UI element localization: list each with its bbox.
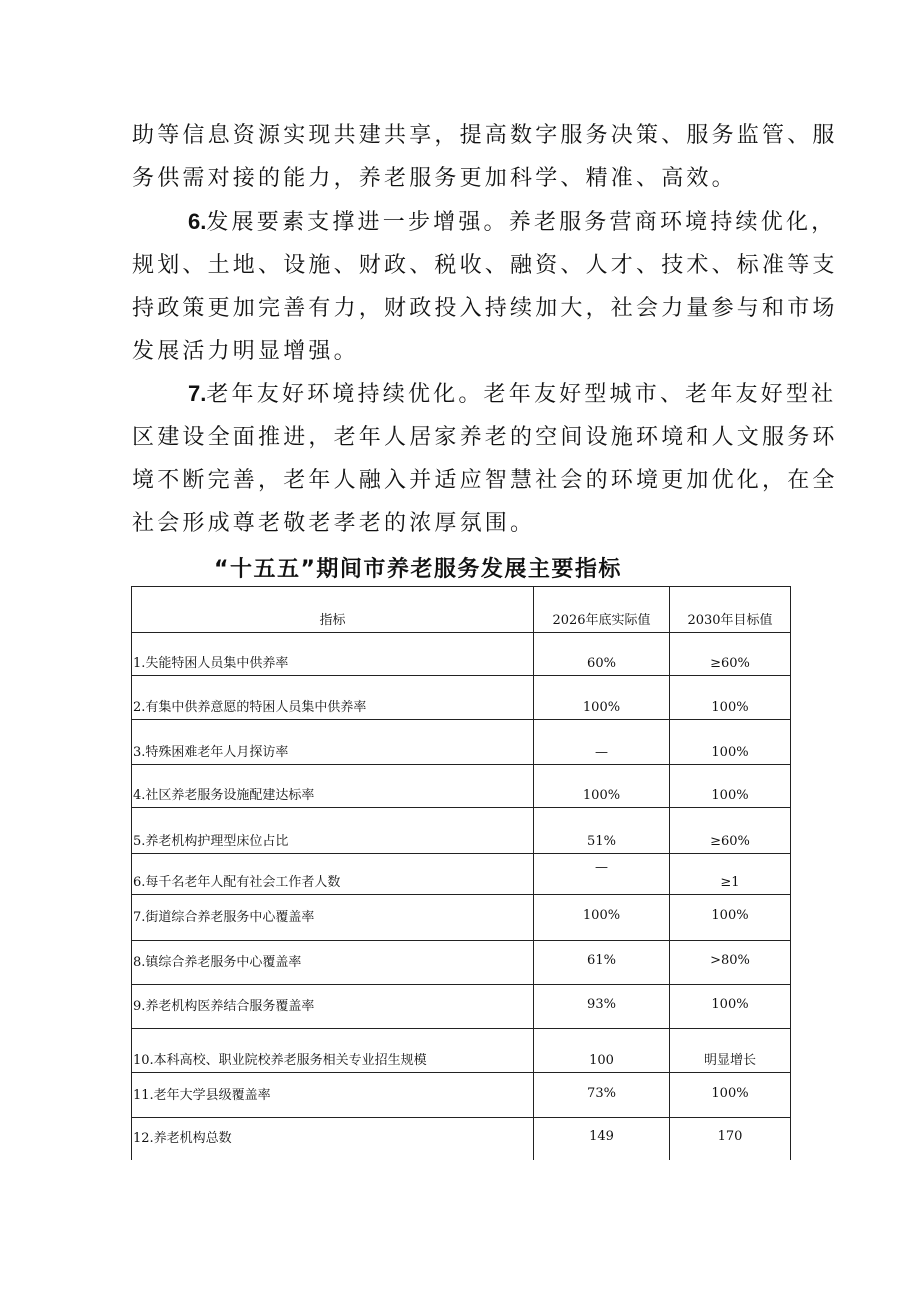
table-row <box>132 1029 791 1073</box>
text-line: 社会形成尊老敬老孝老的浓厚氛围。 <box>132 511 536 536</box>
table-row <box>132 895 791 941</box>
indicator-cell: 12.养老机构总数 <box>132 1118 534 1160</box>
actual-cell: 60% <box>534 633 670 676</box>
table-row <box>132 1118 791 1160</box>
indicator-cell: 10.本科高校、职业院校养老服务相关专业招生规模 <box>132 1029 534 1073</box>
text-line: 助等信息资源实现共建共享，提高数字服务决策、服务监管、服 <box>132 123 838 148</box>
indicator-cell: 4.社区养老服务设施配建达标率 <box>132 765 534 808</box>
target-cell: 100% <box>670 985 791 1029</box>
indicator-cell: 7.街道综合养老服务中心覆盖率 <box>132 895 534 941</box>
text-line: 区建设全面推进，老年人居家养老的空间设施环境和人文服务环 <box>132 425 838 450</box>
actual-cell: 149 <box>534 1118 670 1160</box>
table-row <box>132 676 791 720</box>
table-title: “十五五”期间市养老服务发展主要指标 <box>214 557 622 582</box>
paragraph-development-factors <box>132 200 838 373</box>
paragraph-digital-services <box>132 114 838 200</box>
indicator-cell: 5.养老机构护理型床位占比 <box>132 808 534 854</box>
text-line: 规划、土地、设施、财政、税收、融资、人才、技术、标准等支 <box>132 253 838 278</box>
indicator-cell: 6.每千名老年人配有社会工作者人数 <box>132 854 534 895</box>
item-number: 7. <box>188 381 207 406</box>
target-cell: >80% <box>670 941 791 985</box>
actual-cell: 93% <box>534 985 670 1029</box>
item-number: 6. <box>188 209 207 234</box>
table-row <box>132 854 791 895</box>
target-cell: 170 <box>670 1118 791 1160</box>
actual-cell: — <box>534 720 670 765</box>
text-line: 境不断完善，老年人融入并适应智慧社会的环境更加优化，在全 <box>132 468 838 493</box>
actual-cell: 100 <box>534 1029 670 1073</box>
header-actual-2026: 2026年底实际值 <box>534 587 670 633</box>
text-line: 老年友好环境持续优化。老年友好型城市、老年友好型社 <box>206 382 837 407</box>
target-cell: 100% <box>670 676 791 720</box>
table-row <box>132 941 791 985</box>
table-row <box>132 633 791 676</box>
actual-cell: 100% <box>534 765 670 808</box>
actual-cell: 51% <box>534 808 670 854</box>
actual-cell: — <box>534 854 670 895</box>
header-target-2030: 2030年目标值 <box>670 587 791 633</box>
table-row <box>132 985 791 1029</box>
target-cell: ≥60% <box>670 808 791 854</box>
text-line: 发展活力明显增强。 <box>132 339 359 364</box>
indicator-cell: 8.镇综合养老服务中心覆盖率 <box>132 941 534 985</box>
actual-cell: 61% <box>534 941 670 985</box>
table-row <box>132 765 791 808</box>
table-row <box>132 1073 791 1118</box>
table-header-row <box>132 587 791 633</box>
indicator-cell: 9.养老机构医养结合服务覆盖率 <box>132 985 534 1029</box>
target-cell: 100% <box>670 765 791 808</box>
target-cell: ≥1 <box>670 854 791 895</box>
text-line: 务供需对接的能力，养老服务更加科学、精准、高效。 <box>132 166 737 191</box>
text-line: 发展要素支撑进一步增强。养老服务营商环境持续优化， <box>206 210 837 235</box>
indicators-table <box>131 586 791 1160</box>
target-cell: 100% <box>670 895 791 941</box>
target-cell: ≥60% <box>670 633 791 676</box>
indicator-cell: 1.失能特困人员集中供养率 <box>132 633 534 676</box>
table-row <box>132 808 791 854</box>
table-row <box>132 720 791 765</box>
header-indicator: 指标 <box>132 587 534 633</box>
indicator-cell: 2.有集中供养意愿的特困人员集中供养率 <box>132 676 534 720</box>
text-line: 持政策更加完善有力，财政投入持续加大，社会力量参与和市场 <box>132 296 838 321</box>
target-cell: 100% <box>670 720 791 765</box>
actual-cell: 100% <box>534 895 670 941</box>
target-cell: 100% <box>670 1073 791 1118</box>
actual-cell: 100% <box>534 676 670 720</box>
indicator-cell: 3.特殊困难老年人月探访率 <box>132 720 534 765</box>
paragraph-age-friendly-environment <box>132 372 838 545</box>
target-cell: 明显增长 <box>670 1029 791 1073</box>
actual-cell: 73% <box>534 1073 670 1118</box>
indicator-cell: 11.老年大学县级覆盖率 <box>132 1073 534 1118</box>
